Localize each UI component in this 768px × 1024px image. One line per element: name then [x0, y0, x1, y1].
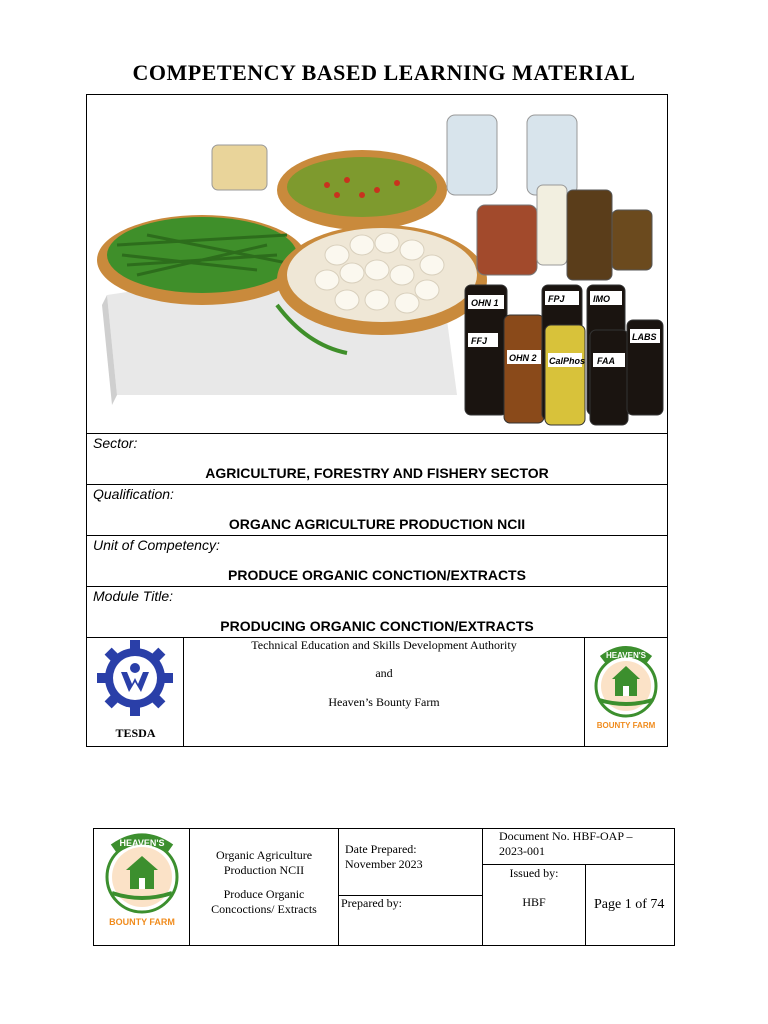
- sector-row: [87, 433, 667, 484]
- document-number-line-1: Document No. HBF-OAP –: [499, 829, 633, 843]
- page-number-cell: [586, 865, 674, 945]
- org-row: [87, 637, 667, 747]
- footer-logo-bottom-text: BOUNTY FARM: [109, 917, 175, 927]
- org-farm-name: Heaven’s Bounty Farm: [328, 695, 440, 709]
- unit-label: Unit of Competency:: [93, 537, 220, 553]
- tesda-label: TESDA: [115, 726, 156, 740]
- course-line-1: Organic Agriculture: [215, 848, 313, 862]
- bottle-label-ohn2: OHN 2: [509, 353, 537, 363]
- course-cell: [190, 829, 339, 945]
- qualification-label: Qualification:: [93, 486, 174, 502]
- org-names-cell: [184, 638, 584, 747]
- date-prepared-label: Date Prepared:: [345, 842, 417, 856]
- issued-by-label: Issued by:: [509, 866, 559, 880]
- sector-value: AGRICULTURE, FORESTRY AND FISHERY SECTOR: [205, 465, 549, 481]
- heavens-bounty-farm-logo-small: [94, 829, 190, 945]
- module-value: PRODUCING ORGANIC CONCTION/EXTRACTS: [220, 618, 534, 634]
- cover-table: [86, 94, 668, 747]
- document-control-table: [93, 828, 675, 946]
- document-number-cell: [483, 829, 674, 865]
- sector-label: Sector:: [93, 435, 138, 451]
- footer-logo-cell: [94, 829, 190, 945]
- tesda-logo: [87, 638, 184, 723]
- heavens-bounty-farm-logo: [585, 638, 667, 738]
- date-prepared-value: November 2023: [345, 857, 423, 871]
- document-number-line-2: 2023-001: [499, 844, 545, 858]
- produce-and-concoctions-illustration: [87, 95, 667, 433]
- date-cell: [339, 829, 483, 896]
- tesda-cell: [87, 638, 184, 747]
- document-title: COMPETENCY BASED LEARNING MATERIAL: [132, 60, 636, 85]
- prepared-by-label: Prepared by:: [341, 896, 402, 910]
- bottle-label-faa: FAA: [597, 356, 615, 366]
- issued-by-cell: [483, 865, 586, 945]
- unit-value: PRODUCE ORGANIC CONCTION/EXTRACTS: [228, 567, 526, 583]
- bottle-label-ohn1: OHN 1: [471, 298, 499, 308]
- module-label: Module Title:: [93, 588, 174, 604]
- qualification-value: ORGANC AGRICULTURE PRODUCTION NCII: [228, 516, 526, 532]
- qualification-row: [87, 484, 667, 535]
- course-line-4: Concoctions/ Extracts: [211, 902, 317, 916]
- bottle-label-imo: IMO: [593, 294, 610, 304]
- unit-row: [87, 535, 667, 586]
- prepared-by-cell: [339, 896, 483, 945]
- module-row: [87, 586, 667, 637]
- cover-photo: [87, 95, 667, 433]
- bottle-label-fpj: FPJ: [548, 294, 565, 304]
- footer-logo-top-text: HEAVEN'S: [119, 838, 165, 848]
- bottle-label-ffj: FFJ: [471, 336, 488, 346]
- farm-logo-top-text: HEAVEN'S: [606, 651, 646, 660]
- org-and: and: [375, 666, 393, 680]
- course-line-2: Production NCII: [223, 863, 305, 877]
- bottle-label-labs: LABS: [632, 332, 657, 342]
- farm-logo-bottom-text: BOUNTY FARM: [596, 721, 656, 730]
- bottle-label-calphos: CalPhos: [549, 356, 586, 366]
- issued-by-value: HBF: [522, 895, 546, 909]
- org-tesda-name: Technical Education and Skills Development Authority: [251, 638, 517, 652]
- page-number: Page 1 of 74: [594, 897, 665, 912]
- farm-logo-cell: [584, 638, 667, 747]
- course-line-3: Produce Organic: [223, 887, 305, 901]
